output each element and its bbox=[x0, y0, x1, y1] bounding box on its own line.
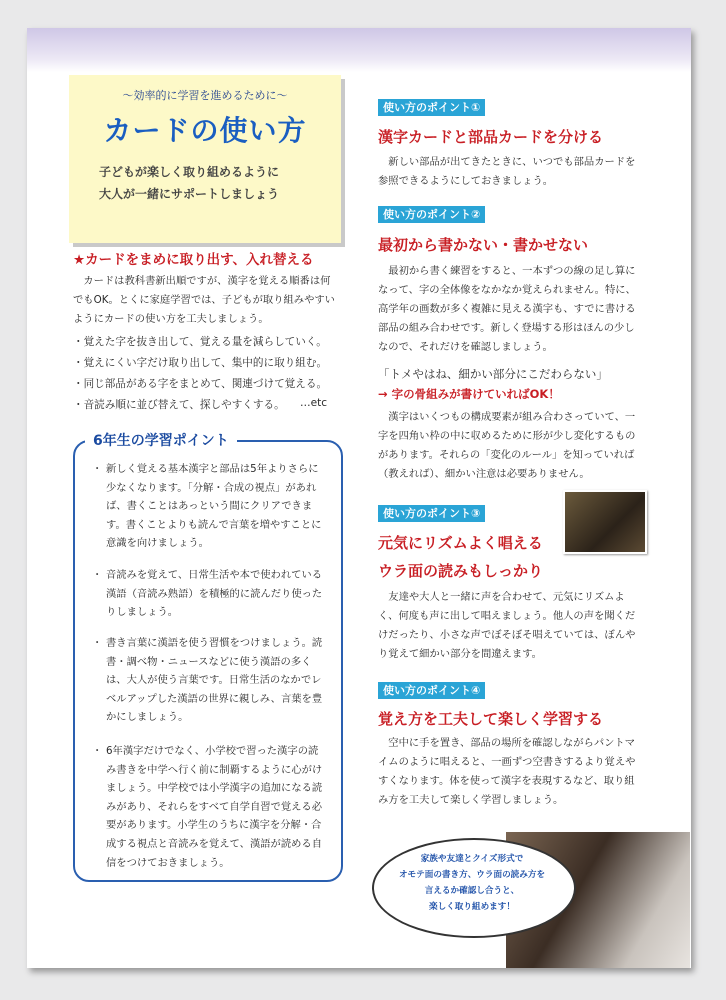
grade-point-item: ・ 音読みを覚えて、日常生活や本で使われている漢語（音読み熟語）を積極的に読んだり使ったりしましょう。 bbox=[92, 566, 327, 622]
point-1-label: 使い方のポイント① bbox=[378, 99, 485, 116]
grade-point-item: ・ 新しく覚える基本漢字と部品は5年よりさらに少なくなります。「分解・合成の視点」があれば、書くことはあっという間にクリアできます。書くことよりも読んで言葉を増やすことに意識を向けましょう。 bbox=[92, 460, 327, 553]
bullet-item: ・同じ部品がある字をまとめて、関連づけて覚える。 bbox=[73, 378, 328, 390]
point-3-label: 使い方のポイント③ bbox=[378, 505, 485, 522]
point-2-text: 最初から書く練習をすると、一本ずつの線の足し算になって、字の全体像をなかなか覚えられません。特に、高学年の画数が多く複雑に見える漢字も、すでに書ける部品の組み合わせです。新しく登場する形はほんの少しなので、それだけを確認しましょう。 bbox=[378, 265, 636, 353]
grade-point-item: ・ 書き言葉に漢語を使う習慣をつけましょう。読書・調べ物・ニュースなどに使う漢語の多くは、大人が使う言葉です。日常生活のなかでレベルアップした漢語の世界に親しみ、言葉を豊かにしましょう。 bbox=[92, 634, 327, 727]
bullet-dot-icon: ・ bbox=[92, 569, 103, 581]
bullet-item: ・覚えた字を抜き出して、覚える量を減らしていく。 bbox=[73, 336, 327, 348]
grade-points-title: 6年生の学習ポイント bbox=[85, 430, 237, 450]
point-2-note-red: → 字の骨組みが書けていればOK！ bbox=[378, 387, 560, 401]
point-3-heading-line-2: ウラ面の読みもしっかり bbox=[378, 562, 544, 580]
section-paragraph: カードは教科書新出順ですが、漢字を覚える順番は何でもOK。とくに家庭学習では、子どもが取り組みやすいようにカードの使い方を工夫しましょう。 bbox=[73, 275, 335, 325]
point-1-heading: 漢字カードと部品カードを分ける bbox=[378, 128, 604, 146]
section-heading: ★カードをまめに取り出す、入れ替える bbox=[73, 252, 314, 268]
bubble-line-3: 言えるか確認し合うと、 bbox=[424, 886, 520, 896]
page-title: カードの使い方 bbox=[103, 114, 307, 147]
point-3-text: 友達や大人と一緒に声を合わせて、元気にリズムよく、何度も声に出して唱えましょう。他人の声を聞くだけだったり、小さな声でぼそぼそ唱えていては、ぼんやり覚えて細かい部分を間違えます。 bbox=[378, 591, 636, 660]
point-4-label: 使い方のポイント④ bbox=[378, 682, 485, 699]
point-2-note: 「トメやはね、細かい部分にこだわらない」 bbox=[378, 367, 608, 381]
header-band bbox=[27, 28, 691, 72]
bullet-dot-icon: ・ bbox=[92, 463, 103, 475]
point-1-text: 新しい部品が出てきたときに、いつでも部品カードを参照できるようにしておきましょう。 bbox=[378, 156, 636, 187]
title-subtitle: 〜効率的に学習を進めるために〜 bbox=[122, 89, 288, 102]
point-2-label: 使い方のポイント② bbox=[378, 206, 485, 223]
bubble-line-4: 楽しく取り組めます！ bbox=[429, 902, 515, 912]
bullet-item: ・音読み順に並び替えて、探しやすくする。 bbox=[73, 399, 285, 411]
bullet-item: ・覚えにくい字だけ取り出して、集中的に取り組む。 bbox=[73, 357, 328, 369]
point-3-heading-line-1: 元気にリズムよく唱える bbox=[378, 534, 543, 552]
title-line-2: 大人が一緒にサポートしましょう bbox=[99, 187, 280, 201]
bubble-line-2: オモテ面の書き方、ウラ面の読み方を bbox=[398, 870, 546, 880]
point-4-text: 空中に手を置き、部品の場所を確認しながらパントマイムのように唱えると、一画ずつ空書きするより覚えやすくなります。体を使って漢字を表現するなど、取り組み方を工夫して楽しく学習しましょう。 bbox=[378, 737, 636, 806]
photo-children-reading bbox=[563, 490, 647, 554]
point-2-heading: 最初から書かない・書かせない bbox=[378, 236, 589, 254]
point-4-heading: 覚え方を工夫して楽しく学習する bbox=[378, 710, 604, 728]
title-line-1: 子どもが楽しく取り組めるように bbox=[99, 165, 280, 179]
bullet-dot-icon: ・ bbox=[92, 637, 103, 649]
title-box bbox=[69, 75, 341, 243]
point-2-text-2: 漢字はいくつもの構成要素が組み合わさっていて、一字を四角い枠の中に収めるために形が少し変化するものがあります。それらの「変化のルール」を知っていれば（教えれば）、細かい注意は必要ありません。 bbox=[378, 411, 636, 480]
bullet-etc: …etc bbox=[300, 397, 328, 409]
bullet-dot-icon: ・ bbox=[92, 745, 103, 757]
bubble-line-1: 家族や友達とクイズ形式で bbox=[420, 854, 524, 864]
grade-point-item: ・ 6年漢字だけでなく、小学校で習った漢字の読み書きを中学へ行く前に制覇するように心がけましょう。中学校では小学漢字の追加になる読みがあり、それらをすべて自学自習で覚える必要があります。小学生のうちに漢字を分解・合成する視点と音読みを覚えて、漢語が読める自信をつけておきましょう。 bbox=[92, 742, 327, 872]
